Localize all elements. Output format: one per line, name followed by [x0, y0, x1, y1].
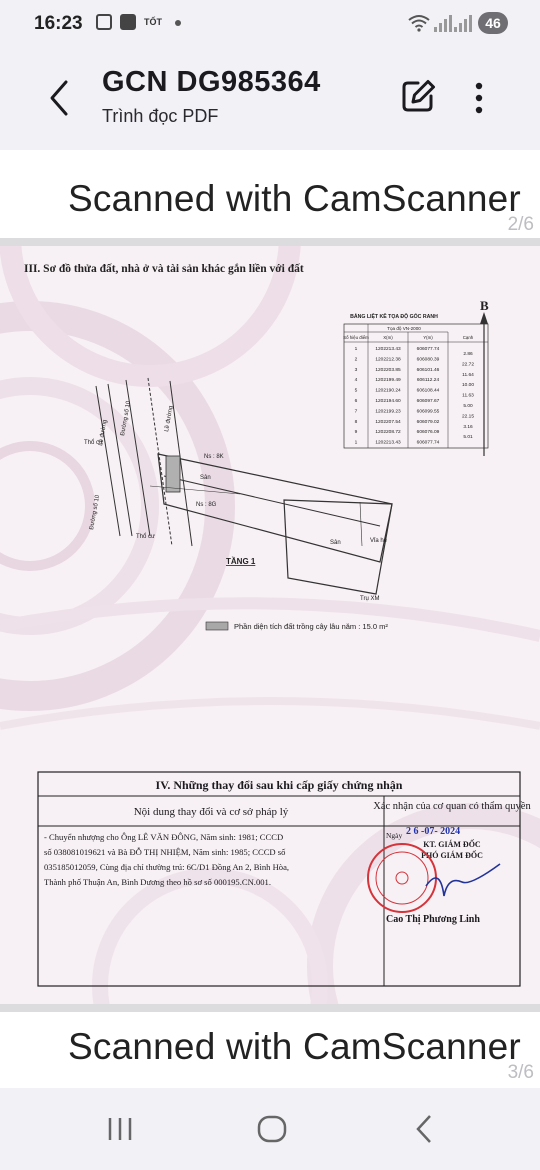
- section4-content-line: Thành phố Thuận An, Bình Dương theo hồ sơ số 000195.CN.001.: [44, 877, 271, 887]
- coord-row-y: 606101.46: [416, 367, 440, 373]
- chevron-left-icon: [44, 78, 78, 118]
- coord-row-edge: 2.86: [463, 352, 473, 357]
- home-button[interactable]: [250, 1108, 294, 1148]
- coord-row-index: 5: [354, 388, 358, 394]
- plan-label-alley: Lề đường: [164, 405, 175, 433]
- plan-label-yard1: Sân: [200, 475, 211, 481]
- date-prefix: Ngày: [386, 831, 403, 840]
- system-nav-bar: [0, 1088, 540, 1170]
- coord-table-header: X(m): [383, 335, 393, 340]
- coord-table-header: Cạnh: [462, 335, 474, 340]
- coord-row-edge: 5.01: [463, 435, 473, 441]
- coord-table-header: Y(m): [423, 335, 433, 340]
- edit-button[interactable]: [398, 76, 438, 116]
- battery-indicator: 46: [478, 12, 508, 34]
- coord-row-x: 1202194.60: [375, 399, 401, 404]
- coord-row-index: 9: [354, 430, 358, 436]
- coord-row-edge: 11.63: [462, 393, 474, 399]
- legend-swatch: [206, 622, 228, 630]
- coord-row-x: 1202207.54: [375, 419, 401, 425]
- plan-label-road: Lề đường: [98, 419, 109, 447]
- coord-row-x: 1202213.43: [375, 347, 401, 352]
- app-s-icon: [120, 14, 136, 30]
- section4-content-line: số 038081019621 và Bà ĐỖ THỊ NHIỆM, Năm sinh: 1985; CCCD số: [44, 847, 286, 857]
- nav-back-icon: [402, 1108, 446, 1148]
- screenshot-icon: [96, 14, 112, 30]
- coord-row-edge: 3.16: [463, 424, 473, 430]
- more-vert-icon: [466, 78, 492, 118]
- pdf-viewer[interactable]: [0, 150, 540, 1088]
- recents-button[interactable]: [98, 1108, 142, 1148]
- plan-label-house-8k: Ns : 8K: [204, 454, 224, 460]
- signal-1-icon: [434, 14, 452, 32]
- coord-row-edge: 11.64: [462, 372, 474, 378]
- coord-row-x: 1202190.24: [375, 388, 401, 394]
- home-icon: [250, 1108, 294, 1148]
- app-bar: [0, 48, 540, 148]
- notification-dot-icon: [175, 20, 181, 26]
- pdf-page-2-bottom: [0, 150, 540, 238]
- signature: [426, 864, 500, 896]
- date-stamp: 2 6 -07- 2024: [406, 826, 461, 837]
- coord-row-y: 606077.74: [416, 440, 440, 446]
- edit-pencil-icon: [398, 76, 438, 116]
- north-arrow-icon: [480, 298, 489, 456]
- coord-row-edge: 22.72: [461, 362, 475, 368]
- plan-label-neighbor2: Thổ cư: [136, 534, 156, 540]
- coord-row-index: 6: [354, 399, 358, 404]
- section4-content-line: 035185012059, Cùng địa chỉ thường trú: 6C/D1 Đồng An 2, Bình Hòa,: [44, 862, 290, 872]
- coord-row-edge: 22.15: [461, 414, 475, 420]
- org-line1: KT. GIÁM ĐỐC: [423, 840, 481, 849]
- coord-row-x: 1202203.85: [375, 367, 401, 373]
- org-line2: PHÓ GIÁM ĐỐC: [421, 851, 483, 860]
- plan-label-floor: TẦNG 1: [226, 557, 256, 566]
- section3-heading: III. Sơ đồ thửa đất, nhà ở và tài sản khác gắn liền với đất: [24, 263, 304, 275]
- scanned-certificate: [0, 246, 540, 1004]
- coord-row-y: 606080.39: [416, 357, 440, 363]
- coord-row-x: 1202213.43: [375, 440, 401, 446]
- signal-2-icon: [454, 14, 472, 32]
- watermark-text: Scanned with CamScanner: [68, 178, 521, 219]
- coord-row-index: 2: [354, 357, 358, 363]
- section4-col2-header: Xác nhận của cơ quan có thẩm quyền: [373, 801, 531, 812]
- recents-icon: [98, 1108, 142, 1148]
- coordinate-table: [343, 312, 488, 448]
- plan-label-neighbor5: Trụ XM: [360, 596, 380, 602]
- coord-row-edge: 10.00: [461, 383, 475, 389]
- coord-row-y: 606112.24: [416, 378, 440, 384]
- plan-label-neighbor1: Thổ cư: [84, 440, 104, 446]
- document-subtitle: Trình đọc PDF: [102, 106, 219, 126]
- coord-row-index: 1: [354, 440, 358, 446]
- plan-label-neighbor4: Đường số 10: [89, 494, 102, 531]
- coord-row-index: 1: [354, 347, 358, 352]
- more-options-button[interactable]: [466, 78, 492, 118]
- coord-row-y: 606077.74: [416, 347, 440, 352]
- coord-row-y: 606079.02: [416, 419, 440, 425]
- plan-label-neighbor3: Vỉa hè: [370, 538, 388, 544]
- coord-row-index: 4: [354, 378, 358, 384]
- section4-col1-header: Nội dung thay đổi và cơ sở pháp lý: [133, 806, 289, 818]
- pdf-page-3-bottom: [0, 1012, 540, 1088]
- status-time: 16:23: [34, 13, 83, 34]
- carrier-badge: TỐT: [144, 17, 162, 27]
- official-stamp: [368, 844, 436, 912]
- coord-row-x: 1202199.23: [375, 409, 401, 415]
- coord-row-index: 8: [354, 419, 358, 425]
- plan-label-road-10: Đường số 10: [120, 400, 133, 437]
- north-label: B: [480, 298, 489, 313]
- pdf-page-3-scan: [0, 246, 540, 1004]
- back-button[interactable]: [44, 78, 78, 118]
- coord-row-edge: 5.00: [463, 404, 473, 409]
- coord-table-title: BẢNG LIỆT KÊ TỌA ĐỘ GÓC RANH: [350, 314, 438, 320]
- page-indicator: 2/6: [507, 214, 534, 235]
- nav-back-button[interactable]: [402, 1108, 446, 1148]
- plan-label-house-8g: Ns : 8G: [196, 502, 217, 508]
- status-bar: [0, 0, 540, 48]
- document-title: GCN DG985364: [102, 66, 321, 98]
- coord-row-x: 1202199.49: [375, 378, 401, 384]
- coord-row-y: 606076.09: [416, 430, 440, 436]
- legend-text: Phần diện tích đất trồng cây lâu năm : 15.0 m²: [234, 622, 388, 631]
- coord-row-x: 1202212.38: [375, 357, 401, 363]
- section4-content-line: - Chuyển nhượng cho Ông LÊ VĂN ĐÔNG, Năm sinh: 1981; CCCD: [44, 832, 284, 842]
- coord-row-y: 606108.44: [416, 388, 440, 394]
- coord-row-y: 606099.55: [416, 409, 440, 415]
- coord-row-index: 3: [354, 367, 358, 373]
- coord-row-index: 7: [354, 409, 358, 415]
- wifi-icon: [408, 14, 430, 32]
- page-indicator: 3/6: [507, 1062, 534, 1083]
- coord-row-x: 1202208.72: [375, 430, 401, 436]
- watermark-text: Scanned with CamScanner: [68, 1026, 521, 1067]
- section4-heading: IV. Những thay đổi sau khi cấp giấy chứng nhận: [155, 778, 403, 792]
- coord-row-y: 606097.67: [416, 399, 440, 404]
- coord-table-header: Số hiệu điểm: [343, 335, 369, 340]
- coord-table-system: Tọa độ VN-2000: [387, 326, 421, 331]
- plan-label-yard2: Sân: [330, 540, 341, 546]
- signer-name: Cao Thị Phương Linh: [386, 914, 480, 925]
